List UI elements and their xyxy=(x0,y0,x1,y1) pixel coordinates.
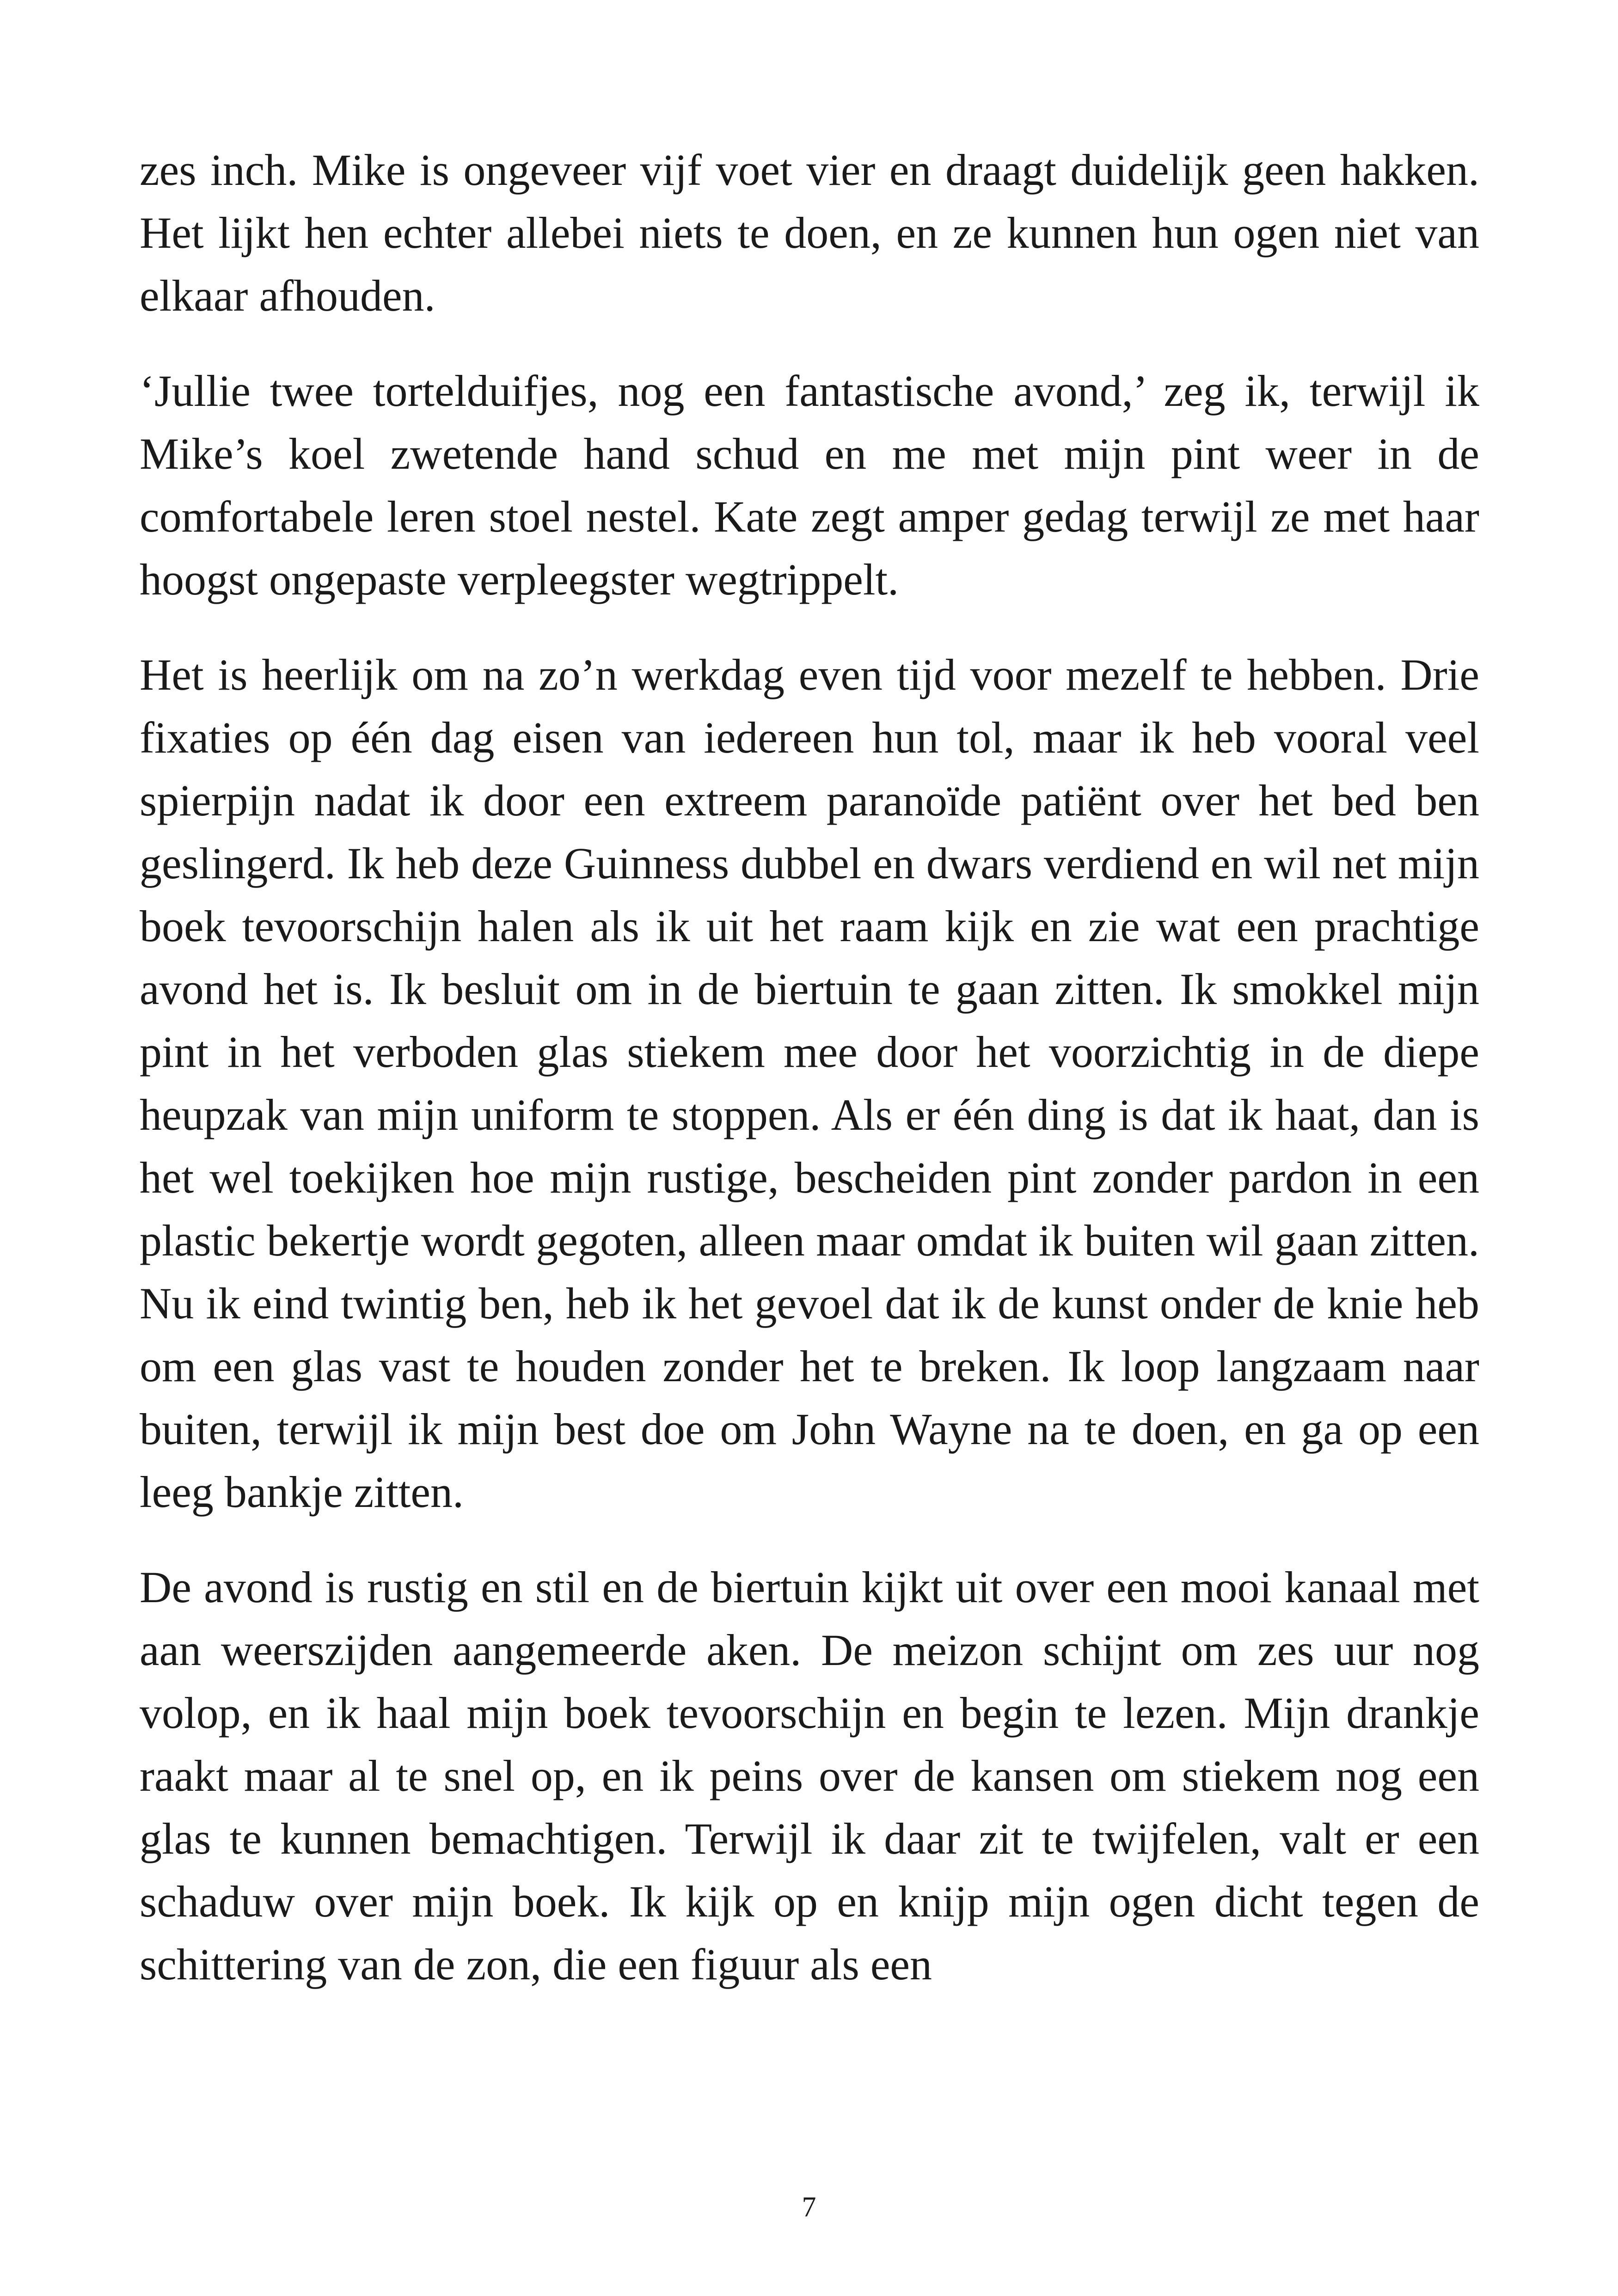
paragraph-4: De avond is rustig en stil en de biertuin kijkt uit over een mooi kanaal met aan weerszijden aangemeerde aken. De meizon schijnt om zes uur nog volop, en ik haal mijn boek tevoorschijn en begin te lezen. Mijn drankje raakt maar al te snel op, en ik peins over de kansen om stiekem nog een glas te kunnen bemachtigen. Terwijl ik daar zit te twijfelen, valt er een schaduw over mijn boek. Ik kijk op en knijp mijn ogen dicht tegen de schittering van de zon, die een figuur als een xyxy=(140,1562,1479,1989)
body-text xyxy=(140,139,1479,2028)
paragraph-1: zes inch. Mike is ongeveer vijf voet vier en draagt duidelijk geen hakken. Het lijkt hen echter allebei niets te doen, en ze kunnen hun ogen niet van elkaar afhouden. xyxy=(140,145,1479,320)
paragraph-3: Het is heerlijk om na zo’n werkdag even tijd voor mezelf te hebben. Drie fixaties op één dag eisen van iedereen hun tol, maar ik heb vooral veel spierpijn nadat ik door een extreem paranoïde patiënt over het bed ben geslingerd. Ik heb deze Guinness dubbel en dwars verdiend en wil net mijn boek tevoorschijn halen als ik uit het raam kijk en zie wat een prachtige avond het is. Ik besluit om in de biertuin te gaan zitten. Ik smokkel mijn pint in het verboden glas stiekem mee door het voorzichtig in de diepe heupzak van mijn uniform te stoppen. Als er één ding is dat ik haat, dan is het wel toekijken hoe mijn rustige, bescheiden pint zonder pardon in een plastic bekertje wordt gegoten, alleen maar omdat ik buiten wil gaan zitten. Nu ik eind twintig ben, heb ik het gevoel dat ik de kunst onder de knie heb om een glas vast te houden zonder het te breken. Ik loop langzaam naar buiten, terwijl ik mijn best doe om John Wayne na te doen, en ga op een leeg bankje zitten. xyxy=(140,650,1479,1517)
page-number: 7 xyxy=(802,2192,816,2223)
paragraph-2: ‘Jullie twee tortelduifjes, nog een fantastische avond,’ zeg ik, terwijl ik Mike’s koel zwetende hand schud en me met mijn pint weer in de comfortabele leren stoel nestel. Kate zegt amper gedag terwijl ze met haar hoogst ongepaste verpleegster wegtrippelt. xyxy=(140,366,1479,604)
